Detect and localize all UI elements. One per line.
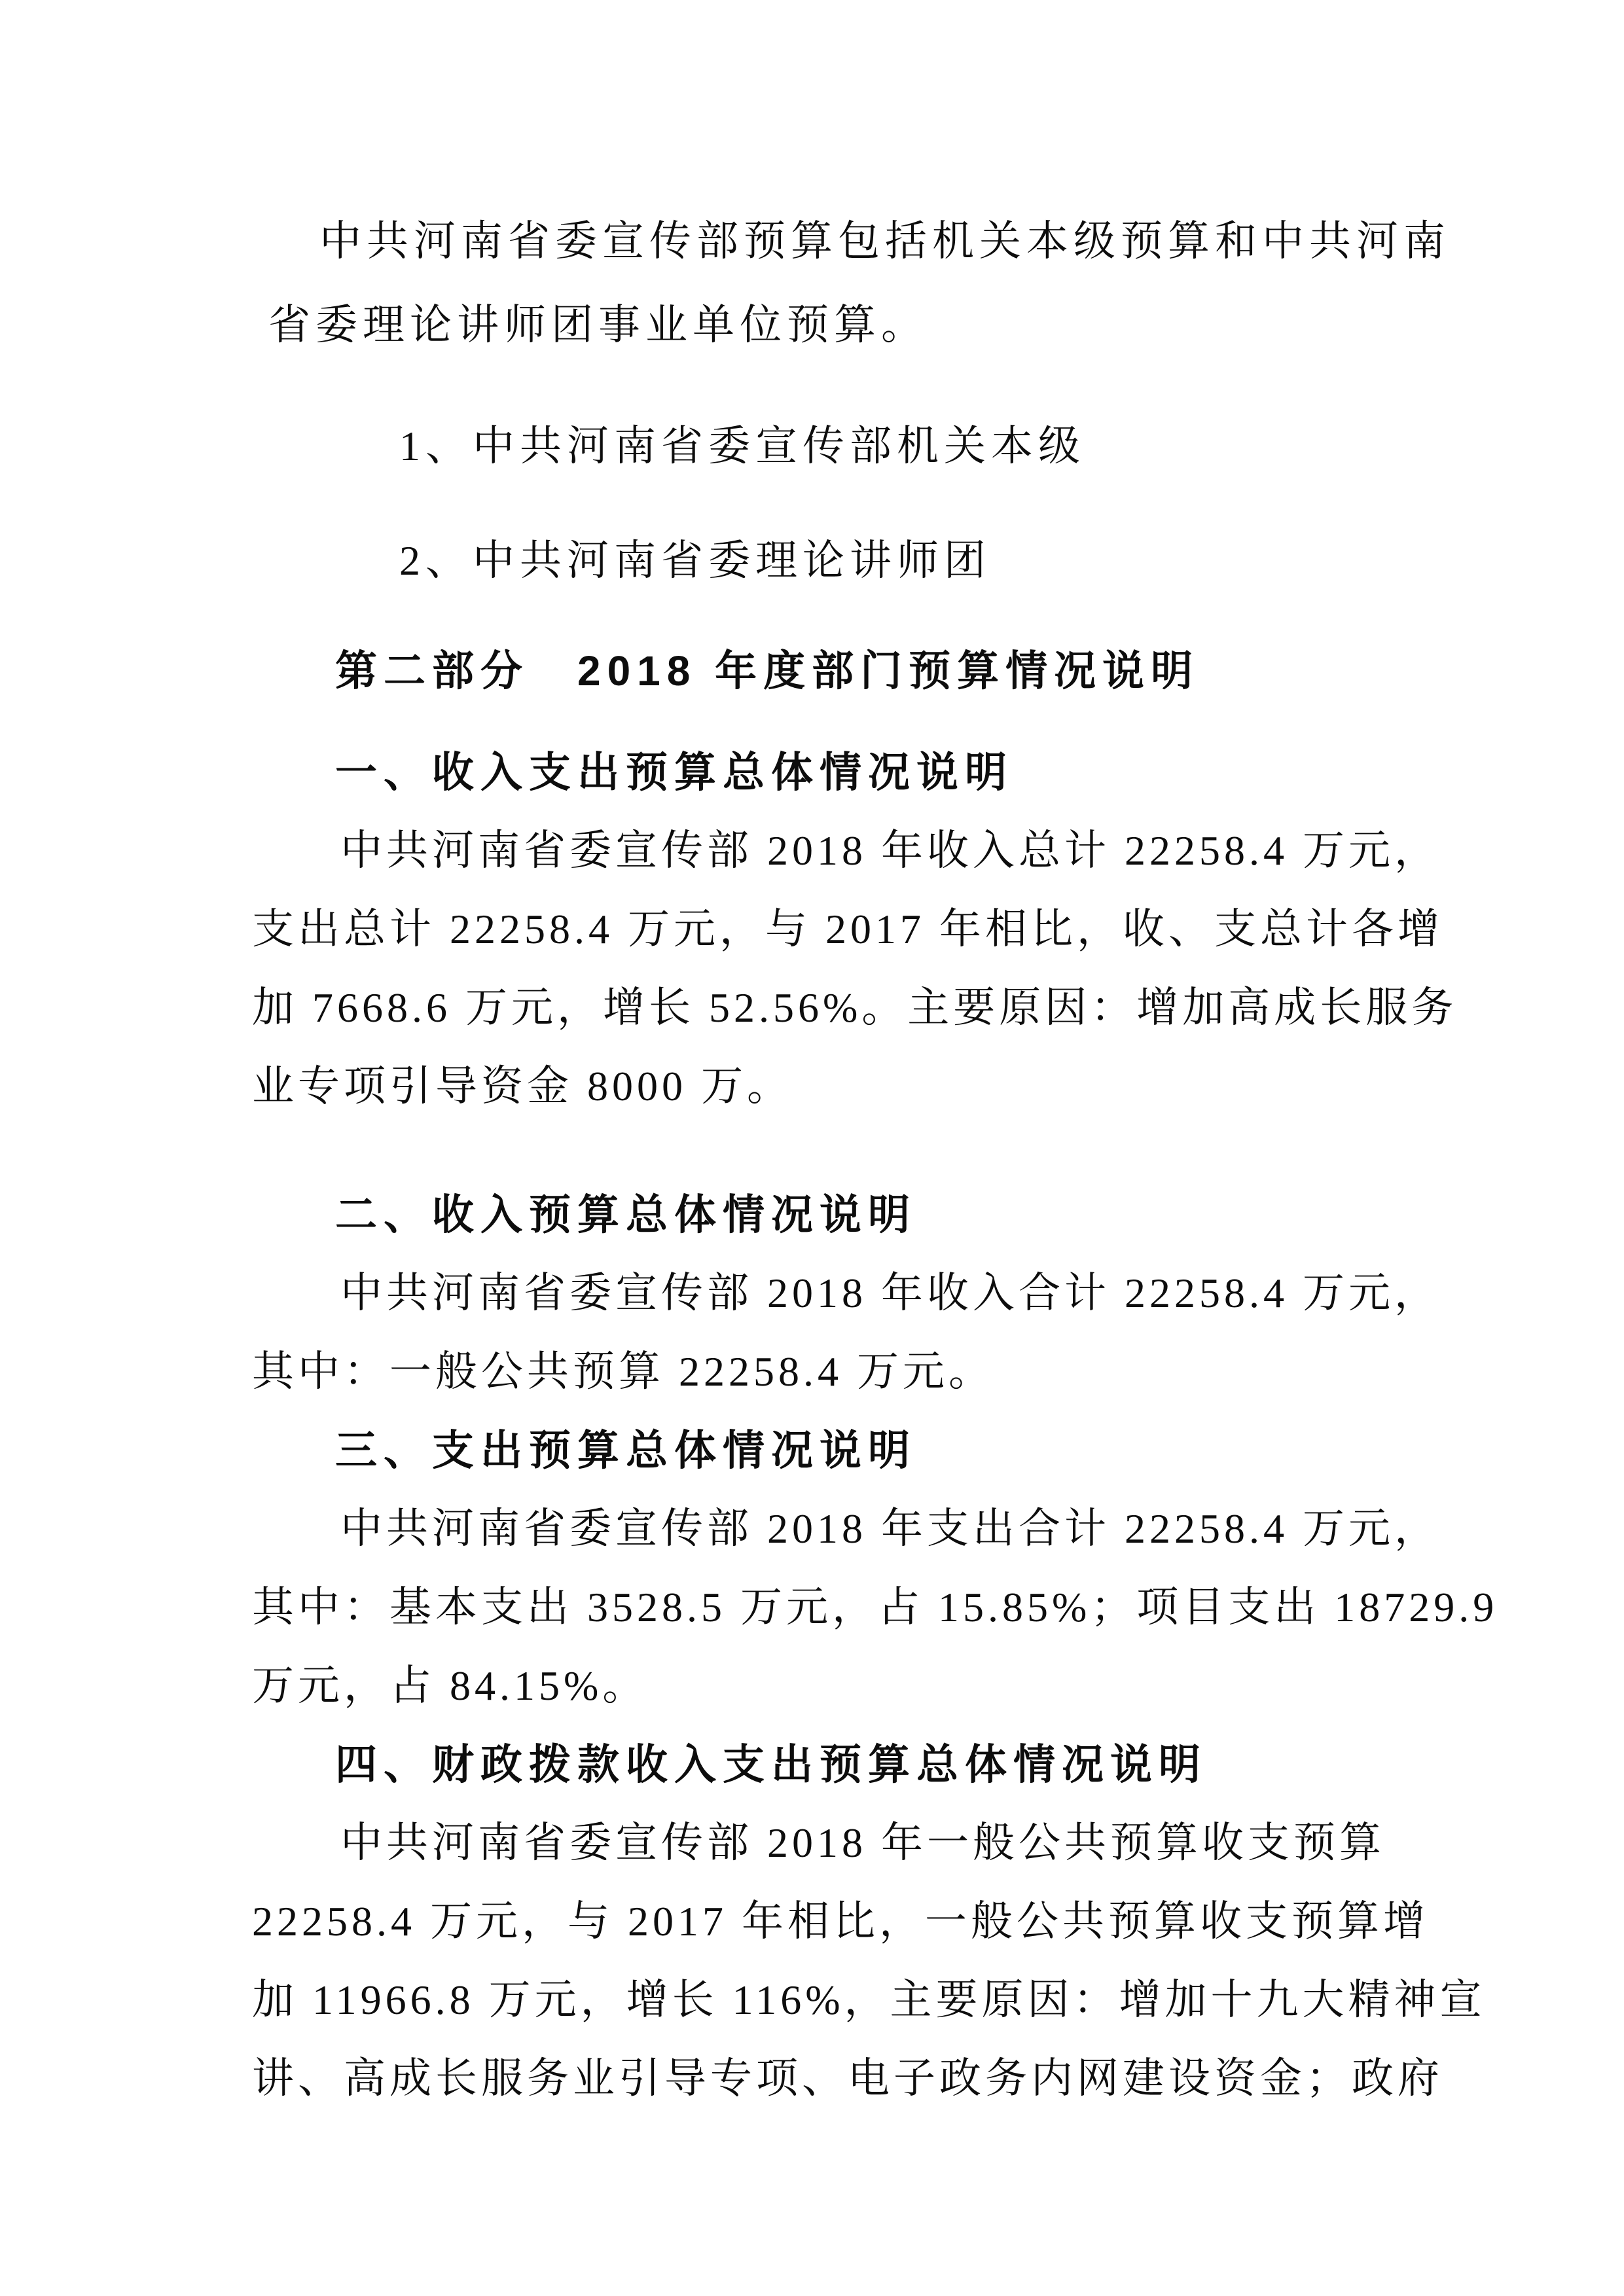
body-line: 万元，占 84.15%。 bbox=[252, 1662, 649, 1709]
section-heading-1: 一、收入支出预算总体情况说明 bbox=[335, 749, 1013, 796]
section-income-expense-overview bbox=[252, 733, 1458, 1126]
unit-list-item-1: 1、中共河南省委宣传部机关本级 bbox=[399, 423, 1085, 469]
intro-line-2: 省委理论讲师团事业单位预算。 bbox=[268, 302, 928, 348]
intro-line-1: 中共河南省委宣传部预算包括机关本级预算和中共河南 bbox=[319, 218, 1451, 264]
section-heading-4: 四、财政拨款收入支出预算总体情况说明 bbox=[335, 1741, 1207, 1788]
unit-list-item-2: 2、中共河南省委理论讲师团 bbox=[399, 537, 991, 584]
intro-paragraph bbox=[252, 200, 1451, 367]
body-line: 中共河南省委宣传部 2018 年收入合计 22258.4 万元， bbox=[340, 1270, 1440, 1316]
body-line: 讲、高成长服务业引导专项、电子政务内网建设资金；政府 bbox=[252, 2055, 1443, 2102]
body-line: 加 7668.6 万元，增长 52.56%。主要原因：增加高成长服务 bbox=[252, 984, 1458, 1031]
part-two-title: 第二部分 2018 年度部门预算情况说明 bbox=[335, 647, 1200, 694]
body-line: 其中：基本支出 3528.5 万元，占 15.85%；项目支出 18729.9 bbox=[252, 1584, 1498, 1630]
section-heading-2: 二、收入预算总体情况说明 bbox=[335, 1191, 916, 1238]
body-line: 中共河南省委宣传部 2018 年支出合计 22258.4 万元， bbox=[340, 1505, 1440, 1552]
body-line: 22258.4 万元，与 2017 年相比，一般公共预算收支预算增 bbox=[252, 1898, 1429, 1945]
section-fiscal-appropriation-overview bbox=[252, 1725, 1486, 2118]
section-expense-overview bbox=[252, 1411, 1498, 1725]
section-heading-3: 三、支出预算总体情况说明 bbox=[335, 1427, 916, 1474]
body-line: 支出总计 22258.4 万元，与 2017 年相比，收、支总计各增 bbox=[252, 906, 1443, 952]
body-line: 业专项引导资金 8000 万。 bbox=[252, 1063, 793, 1109]
section-income-overview bbox=[252, 1175, 1440, 1411]
body-line: 中共河南省委宣传部 2018 年一般公共预算收支预算 bbox=[340, 1820, 1385, 1866]
body-line: 加 11966.8 万元，增长 116%，主要原因：增加十九大精神宣 bbox=[252, 1977, 1486, 2023]
body-line: 中共河南省委宣传部 2018 年收入总计 22258.4 万元， bbox=[340, 827, 1440, 874]
body-line: 其中：一般公共预算 22258.4 万元。 bbox=[252, 1348, 994, 1395]
